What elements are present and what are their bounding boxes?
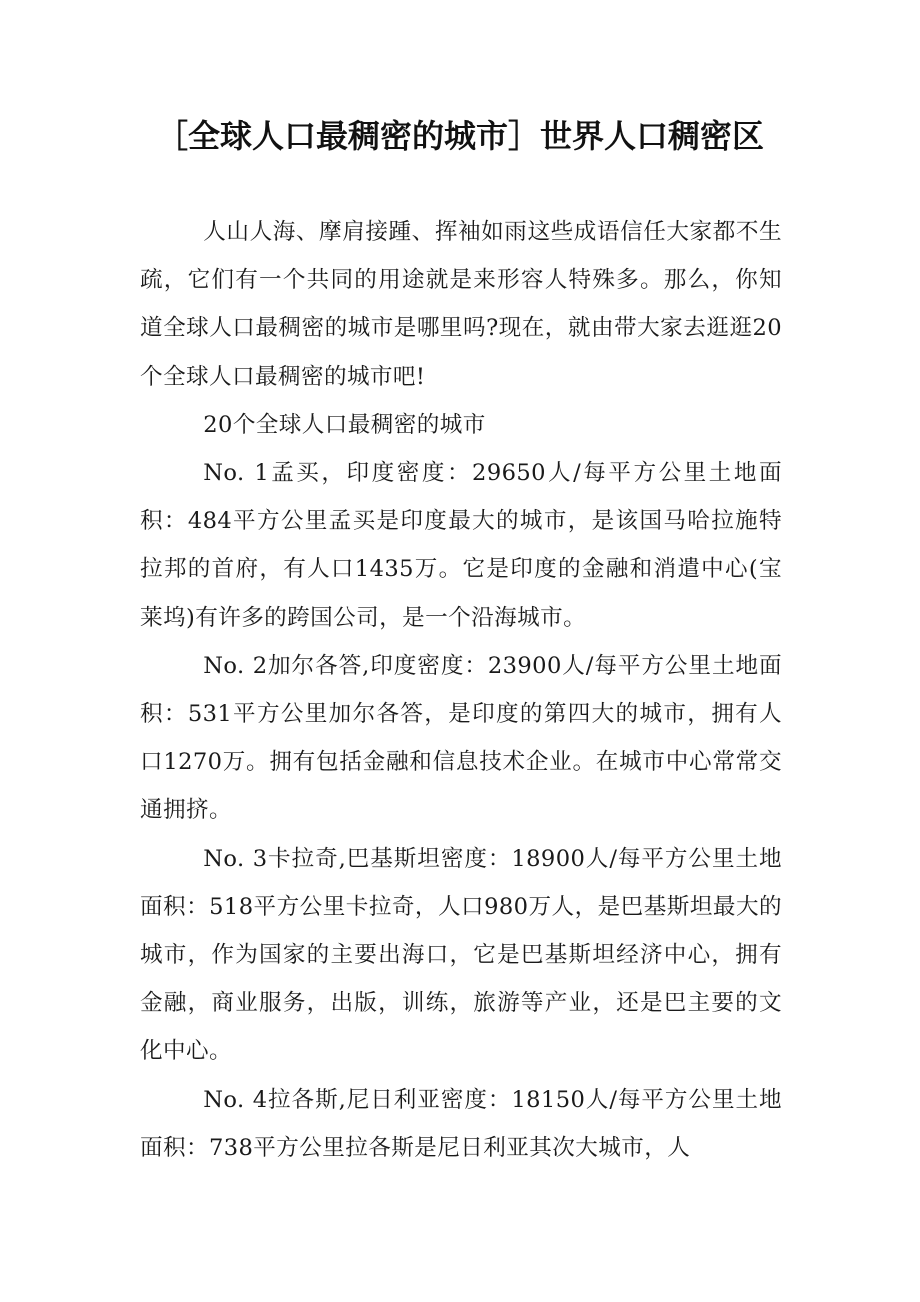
page-title: ［全球人口最稠密的城市］世界人口稠密区	[155, 117, 764, 155]
paragraph-city-3: No. 3卡拉奇,巴基斯坦密度：18900人/每平方公里土地面积：518平方公里卡拉奇，人口980万人，是巴基斯坦最大的城市，作为国家的主要出海口，它是巴基斯坦经济中心，拥有金融，商业服务，出版，训练，旅游等产业，还是巴主要的文化中心。	[140, 845, 782, 1065]
paragraph-city-4: No. 4拉各斯,尼日利亚密度：18150人/每平方公里土地面积：738平方公里拉各斯是尼日利亚其次大城市，人	[140, 1086, 782, 1161]
paragraph-intro: 人山人海、摩肩接踵、挥袖如雨这些成语信任大家都不生疏，它们有一个共同的用途就是来形容人特殊多。那么，你知道全球人口最稠密的城市是哪里吗?现在，就由带大家去逛逛20个全球人口最稠密的城市吧!	[140, 219, 782, 390]
paragraph-city-1: No. 1孟买，印度密度：29650人/每平方公里土地面积：484平方公里孟买是印度最大的城市，是该国马哈拉施特拉邦的首府，有人口1435万。它是印度的金融和消遣中心(宝莱坞)有许多的跨国公司，是一个沿海城市。	[140, 460, 782, 631]
paragraph-subheading: 20个全球人口最稠密的城市	[203, 411, 486, 438]
paragraph-city-2: No. 2加尔各答,印度密度：23900人/每平方公里土地面积：531平方公里加尔各答，是印度的第四大的城市，拥有人口1270万。拥有包括金融和信息技术企业。在城市中心常常交通拥挤。	[140, 652, 782, 824]
document-body	[140, 208, 782, 1172]
